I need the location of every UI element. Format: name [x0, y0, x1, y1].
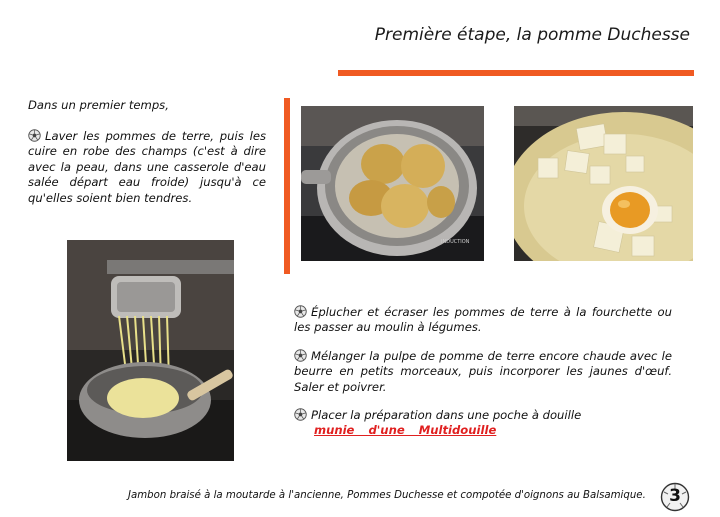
intro-text: Dans un premier temps,	[28, 98, 169, 112]
soccer-ball-bullet-icon	[28, 129, 41, 142]
footer-recipe-title: Jambon braisé à la moutarde à l'ancienne, Pommes Duchesse et compotée d'oignons au Balsamique.	[128, 490, 646, 501]
photo-butter-egg-mash	[514, 106, 693, 261]
multidouille-link[interactable]: munie d'une Multidouille	[314, 423, 497, 438]
step-1-text: Laver les pommes de terre, puis les cuire en robe des champs (c'est à dire avec la peau, dans une casserole d'eau salée départ eau froide) jusqu'à ce qu'elles soient bien tendres.	[28, 129, 266, 205]
soccer-ball-bullet-icon	[294, 305, 307, 318]
photo-potato-ricer	[67, 240, 234, 461]
step-4-text: Placer la préparation dans une poche à douille	[311, 408, 582, 423]
step-1	[28, 129, 266, 206]
step-3	[294, 349, 672, 395]
page-title: Première étape, la pomme Duchesse	[374, 25, 690, 45]
page-number-badge	[660, 482, 690, 512]
step-2	[294, 305, 672, 336]
step-4	[294, 408, 672, 439]
title-underline	[338, 70, 694, 76]
soccer-ball-bullet-icon	[294, 349, 307, 362]
vertical-divider	[284, 98, 290, 274]
step-3-text: Mélanger la pulpe de pomme de terre encore chaude avec le beurre en petits morceaux, puis incorporer les jaunes d'œuf. Saler et poivrer.	[294, 348, 672, 394]
steps-list	[294, 305, 672, 452]
photo-boiled-potatoes-pot	[301, 106, 484, 261]
soccer-ball-bullet-icon	[294, 408, 307, 421]
page-number: 3	[669, 486, 681, 506]
induction-label: INDUCTION	[441, 239, 470, 245]
step-2-text: Éplucher et écraser les pommes de terre à la fourchette ou les passer au moulin à légumes.	[294, 305, 672, 335]
